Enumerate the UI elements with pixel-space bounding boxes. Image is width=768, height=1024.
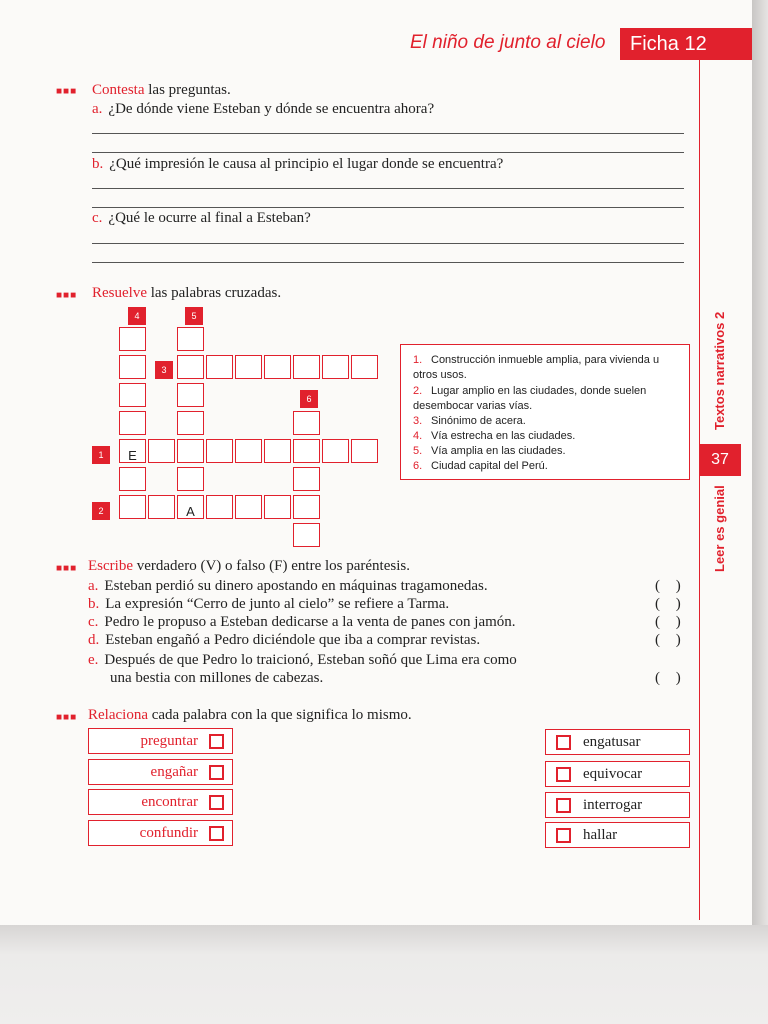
- section1-instruction: las preguntas.: [148, 82, 231, 98]
- clue-number: 2.: [413, 385, 423, 397]
- crossword-letter: E: [128, 448, 137, 463]
- question-text: ¿Qué le ocurre al final a Esteban?: [108, 210, 311, 226]
- crossword-cell[interactable]: [293, 495, 320, 519]
- answer-line[interactable]: [92, 133, 684, 134]
- crossword-cell[interactable]: [177, 439, 204, 463]
- clue-number: 6.: [413, 460, 423, 472]
- clue-text: Sinónimo de acera.: [431, 415, 526, 427]
- tf-item-d: [88, 632, 480, 649]
- clue-6: [413, 459, 675, 474]
- clue-number: 4.: [413, 430, 423, 442]
- question-text: ¿Qué impresión le causa al principio el lugar donde se encuentra?: [109, 156, 504, 172]
- item-text: Esteban perdió su dinero apostando en máquinas tragamonedas.: [104, 578, 488, 594]
- crossword-number: 6: [300, 390, 318, 408]
- right-word: interrogar: [583, 797, 643, 813]
- crossword-cell[interactable]: [235, 495, 262, 519]
- checkbox[interactable]: [556, 798, 571, 813]
- left-word-box[interactable]: [88, 759, 233, 785]
- page-title: El niño de junto al cielo: [410, 32, 606, 53]
- clue-text: Lugar amplio en las ciudades, donde suelen desembocar varias vías.: [413, 385, 647, 412]
- checkbox[interactable]: [209, 795, 224, 810]
- crossword-number: 1: [92, 446, 110, 464]
- crossword-cell[interactable]: [177, 411, 204, 435]
- checkbox[interactable]: [209, 765, 224, 780]
- clue-5: [413, 444, 675, 459]
- crossword-cell[interactable]: [177, 355, 204, 379]
- crossword-cell[interactable]: [235, 439, 262, 463]
- clue-number: 5.: [413, 445, 423, 457]
- clue-text: Ciudad capital del Perú.: [431, 460, 548, 472]
- crossword-number: 3: [155, 361, 173, 379]
- crossword-cell[interactable]: [322, 439, 349, 463]
- item-letter: d.: [88, 632, 100, 648]
- section1-verb: Contesta: [92, 82, 145, 98]
- ficha-label: Ficha 12: [620, 28, 752, 60]
- tf-item-a: [88, 578, 488, 595]
- left-word: preguntar: [140, 733, 198, 749]
- section2-heading: [92, 285, 281, 302]
- crossword-number: 2: [92, 502, 110, 520]
- crossword-cell[interactable]: [119, 327, 146, 351]
- checkbox[interactable]: [209, 734, 224, 749]
- item-text: Después de que Pedro lo traicionó, Esteban soñó que Lima era como: [104, 652, 517, 668]
- crossword-cell[interactable]: [119, 383, 146, 407]
- tf-answer-slot[interactable]: ( ): [655, 614, 687, 630]
- question-a: [92, 101, 434, 118]
- right-word: hallar: [583, 827, 618, 843]
- clue-number: 3.: [413, 415, 423, 427]
- item-letter: e.: [88, 652, 99, 668]
- question-b: [92, 156, 503, 173]
- section1-heading: [92, 82, 231, 99]
- section-bullet: ■■■: [56, 86, 78, 97]
- crossword-cell[interactable]: [293, 411, 320, 435]
- answer-line[interactable]: [92, 243, 684, 244]
- tf-item-c: [88, 614, 516, 631]
- right-word-box[interactable]: [545, 822, 690, 848]
- crossword-cell[interactable]: [293, 355, 320, 379]
- section4-verb: Relaciona: [88, 707, 148, 723]
- left-word: confundir: [139, 825, 198, 841]
- tf-answer-slot[interactable]: ( ): [655, 670, 687, 686]
- question-letter: a.: [92, 101, 103, 117]
- tf-answer-slot[interactable]: ( ): [655, 596, 687, 612]
- checkbox[interactable]: [556, 767, 571, 782]
- checkbox[interactable]: [556, 735, 571, 750]
- crossword-cell[interactable]: [264, 495, 291, 519]
- section-bullet: ■■■: [56, 712, 78, 723]
- item-letter: a.: [88, 578, 99, 594]
- crossword-cell[interactable]: [148, 439, 175, 463]
- clue-text: Construcción inmueble amplia, para vivienda u otros usos.: [413, 354, 660, 381]
- crossword-cell[interactable]: [119, 467, 146, 491]
- tf-item-b: [88, 596, 449, 613]
- crossword-cell[interactable]: [119, 495, 146, 519]
- right-word-box[interactable]: [545, 792, 690, 818]
- crossword-cell[interactable]: [119, 411, 146, 435]
- tf-item-e: [88, 652, 517, 669]
- left-word-box[interactable]: [88, 820, 233, 846]
- crossword-cell[interactable]: [264, 355, 291, 379]
- crossword-number: 4: [128, 307, 146, 325]
- item-text: Pedro le propuso a Esteban dedicarse a la venta de panes con jamón.: [104, 614, 516, 630]
- section3-verb: Escribe: [88, 558, 133, 574]
- clue-4: [413, 429, 675, 444]
- question-letter: b.: [92, 156, 104, 172]
- item-text: Esteban engañó a Pedro diciéndole que iba a comprar revistas.: [105, 632, 481, 648]
- tf-answer-slot[interactable]: ( ): [655, 578, 687, 594]
- series-label: Textos narrativos 2: [712, 311, 727, 430]
- right-word: engatusar: [583, 734, 641, 750]
- crossword-cell[interactable]: [351, 355, 378, 379]
- answer-line[interactable]: [92, 152, 684, 153]
- answer-line[interactable]: [92, 188, 684, 189]
- item-letter: c.: [88, 614, 99, 630]
- section2-verb: Resuelve: [92, 285, 147, 301]
- crossword-number: 5: [185, 307, 203, 325]
- question-c: [92, 210, 311, 227]
- clue-3: [413, 414, 675, 429]
- crossword-cell[interactable]: [293, 467, 320, 491]
- right-word-box[interactable]: [545, 761, 690, 787]
- crossword-cell[interactable]: [293, 439, 320, 463]
- crossword-cell[interactable]: [293, 523, 320, 547]
- answer-line[interactable]: [92, 262, 684, 263]
- crossword-letter: A: [186, 504, 195, 519]
- crossword-cell[interactable]: [177, 467, 204, 491]
- left-word: engañar: [150, 764, 198, 780]
- section4-instruction: cada palabra con la que significa lo mismo.: [151, 707, 412, 723]
- crossword-cell[interactable]: [177, 327, 204, 351]
- crossword-cell[interactable]: [119, 355, 146, 379]
- clue-text: Vía estrecha en las ciudades.: [431, 430, 576, 442]
- clue-1: [413, 353, 675, 383]
- left-word-box[interactable]: [88, 728, 233, 754]
- clue-text: Vía amplia en las ciudades.: [431, 445, 566, 457]
- crossword-cell[interactable]: [206, 495, 233, 519]
- book-label: Leer es genial: [712, 485, 727, 572]
- checkbox[interactable]: [209, 826, 224, 841]
- crossword-cell[interactable]: [206, 439, 233, 463]
- right-word-box[interactable]: [545, 729, 690, 755]
- checkbox[interactable]: [556, 828, 571, 843]
- question-text: ¿De dónde viene Esteban y dónde se encuentra ahora?: [108, 101, 435, 117]
- left-word: encontrar: [141, 794, 198, 810]
- item-letter: b.: [88, 596, 100, 612]
- crossword-cell[interactable]: [148, 495, 175, 519]
- crossword-cell[interactable]: [206, 355, 233, 379]
- question-letter: c.: [92, 210, 103, 226]
- section3-instruction: verdadero (V) o falso (F) entre los paréntesis.: [136, 558, 410, 574]
- right-word: equivocar: [583, 766, 643, 782]
- crossword-cell[interactable]: [264, 439, 291, 463]
- clue-number: 1.: [413, 354, 423, 366]
- section3-heading: [88, 558, 410, 575]
- tf-item-e-continued: una bestia con millones de cabezas.: [110, 670, 324, 686]
- crossword-clues: [400, 344, 690, 480]
- page-edge: [752, 0, 768, 925]
- section4-heading: [88, 707, 412, 724]
- item-text: La expresión “Cerro de junto al cielo” se refiere a Tarma.: [105, 596, 450, 612]
- section2-instruction: las palabras cruzadas.: [150, 285, 282, 301]
- answer-line[interactable]: [92, 207, 684, 208]
- tf-answer-slot[interactable]: ( ): [655, 632, 687, 648]
- section-bullet: ■■■: [56, 563, 78, 574]
- crossword-cell[interactable]: [322, 355, 349, 379]
- crossword-cell[interactable]: [235, 355, 262, 379]
- crossword-cell[interactable]: [177, 383, 204, 407]
- left-word-box[interactable]: [88, 789, 233, 815]
- page-bottom-shadow: [0, 925, 768, 1024]
- page-number: 37: [699, 444, 741, 476]
- section-bullet: ■■■: [56, 290, 78, 301]
- clue-2: [413, 384, 675, 414]
- crossword-cell[interactable]: [351, 439, 378, 463]
